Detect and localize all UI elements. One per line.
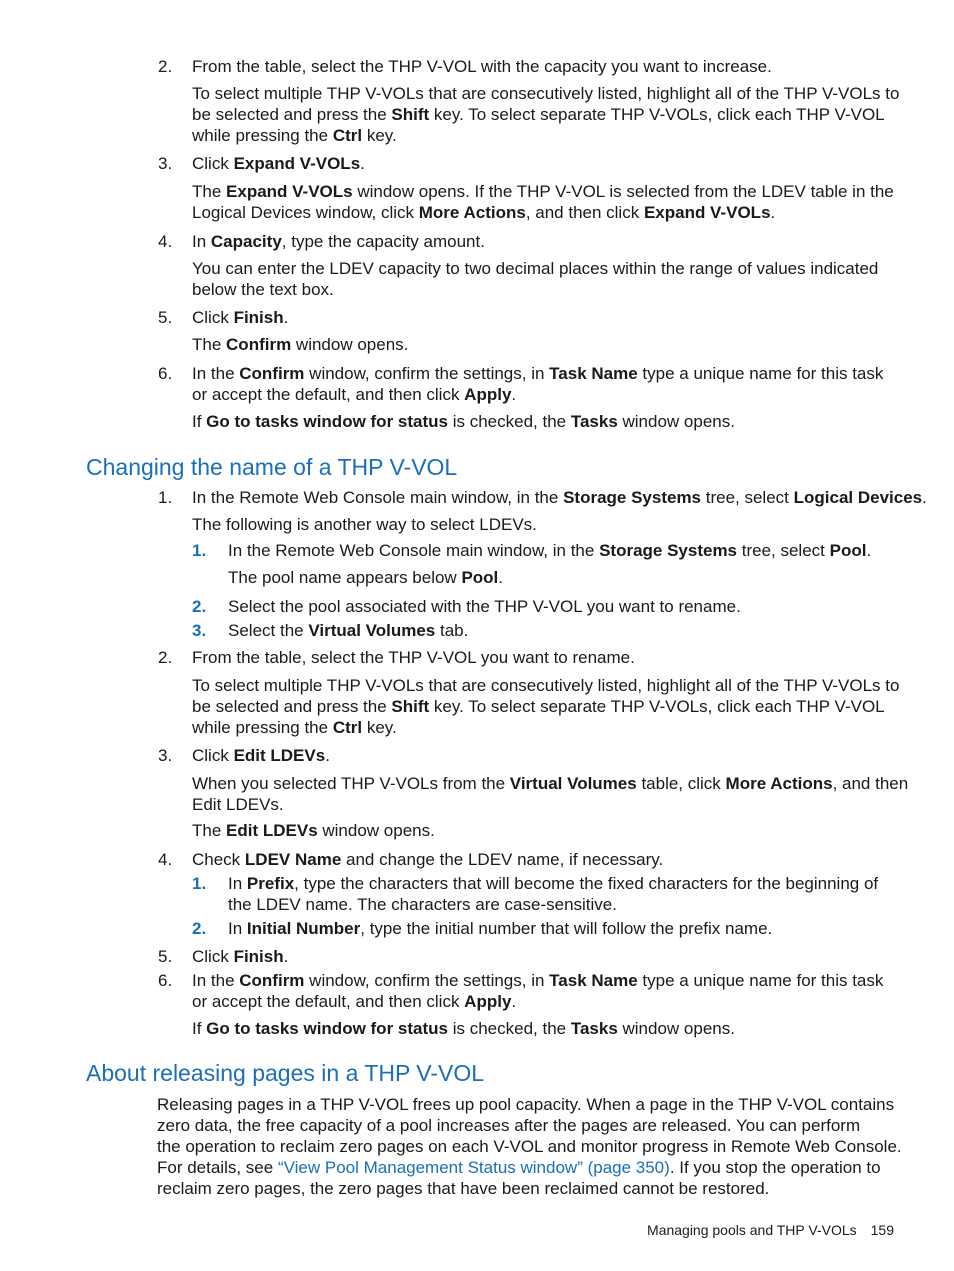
paragraph-line: The pool name appears below Pool. (228, 568, 504, 587)
step-text: Click Finish. (192, 308, 289, 327)
paragraph-line: the operation to reclaim zero pages on each V-VOL and monitor progress in Remote Web Console. (157, 1137, 902, 1156)
step-number: 6. (158, 971, 173, 990)
step-number: 2. (158, 57, 173, 76)
paragraph-line: To select multiple THP V-VOLs that are consecutively listed, highlight all of the THP V-VOLs to (192, 676, 900, 695)
paragraph-line: When you selected THP V-VOLs from the Virtual Volumes table, click More Actions, and then (192, 774, 909, 793)
substep-text: the LDEV name. The characters are case-sensitive. (228, 895, 617, 914)
step-number: 3. (158, 746, 173, 765)
footer-title: Managing pools and THP V-VOLs (647, 1222, 857, 1238)
paragraph-line: zero data, the free capacity of a pool increases after the pages are released. You can perform (157, 1116, 861, 1135)
paragraph-line: The Edit LDEVs window opens. (192, 821, 435, 840)
step-number: 4. (158, 232, 173, 251)
step-text: In the Confirm window, confirm the settings, in Task Name type a unique name for this task (192, 364, 884, 383)
step-text: Click Expand V-VOLs. (192, 154, 365, 173)
step-text: In the Confirm window, confirm the settings, in Task Name type a unique name for this task (192, 971, 884, 990)
substep-text: Select the pool associated with the THP V-VOL you want to rename. (228, 597, 741, 616)
paragraph-line: while pressing the Ctrl key. (192, 718, 397, 737)
substep-text: In Initial Number, type the initial number that will follow the prefix name. (228, 919, 773, 938)
page-footer (647, 1222, 894, 1238)
step-number: 5. (158, 308, 173, 327)
step-number: 3. (158, 154, 173, 173)
paragraph-line: Logical Devices window, click More Actions, and then click Expand V-VOLs. (192, 203, 776, 222)
step-text: Click Edit LDEVs. (192, 746, 330, 765)
step-number: 6. (158, 364, 173, 383)
step-text: In Capacity, type the capacity amount. (192, 232, 485, 251)
cross-reference-link[interactable]: “View Pool Management Status window” (page 350) (277, 1158, 670, 1177)
step-text: or accept the default, and then click Apply. (192, 992, 517, 1011)
paragraph-line: You can enter the LDEV capacity to two decimal places within the range of values indicated (192, 259, 879, 278)
substep-number: 1. (192, 874, 207, 893)
paragraph-line: be selected and press the Shift key. To select separate THP V-VOLs, click each THP V-VOL (192, 105, 885, 124)
paragraph-line: Releasing pages in a THP V-VOL frees up pool capacity. When a page in the THP V-VOL contains (157, 1095, 895, 1114)
paragraph-line: below the text box. (192, 280, 334, 299)
paragraph-line: Edit LDEVs. (192, 795, 284, 814)
page-number: 159 (870, 1222, 894, 1238)
substep-number: 3. (192, 621, 207, 640)
section-heading: Changing the name of a THP V-VOL (86, 454, 458, 480)
paragraph-line: To select multiple THP V-VOLs that are consecutively listed, highlight all of the THP V-VOLs to (192, 84, 900, 103)
section-heading: About releasing pages in a THP V-VOL (86, 1060, 485, 1086)
paragraph-line: If Go to tasks window for status is checked, the Tasks window opens. (192, 1019, 735, 1038)
paragraph-line: be selected and press the Shift key. To select separate THP V-VOLs, click each THP V-VOL (192, 697, 885, 716)
paragraph-line: reclaim zero pages, the zero pages that have been reclaimed cannot be restored. (157, 1179, 770, 1198)
step-number: 1. (158, 488, 173, 507)
step-text: From the table, select the THP V-VOL you want to rename. (192, 648, 635, 667)
paragraph-line: while pressing the Ctrl key. (192, 126, 397, 145)
paragraph-line: If Go to tasks window for status is checked, the Tasks window opens. (192, 412, 735, 431)
substep-number: 2. (192, 597, 207, 616)
step-text: Click Finish. (192, 947, 289, 966)
substep-text: Select the Virtual Volumes tab. (228, 621, 469, 640)
step-text: In the Remote Web Console main window, in the Storage Systems tree, select Logical Devices. (192, 488, 927, 507)
substep-text: In the Remote Web Console main window, in the Storage Systems tree, select Pool. (228, 541, 872, 560)
step-text: Check LDEV Name and change the LDEV name, if necessary. (192, 850, 664, 869)
step-text: or accept the default, and then click Apply. (192, 385, 517, 404)
substep-number: 2. (192, 919, 207, 938)
substep-number: 1. (192, 541, 207, 560)
paragraph-line: The Expand V-VOLs window opens. If the THP V-VOL is selected from the LDEV table in the (192, 182, 894, 201)
step-number: 2. (158, 648, 173, 667)
paragraph-line: The Confirm window opens. (192, 335, 409, 354)
step-number: 5. (158, 947, 173, 966)
paragraph-line: For details, see “View Pool Management Status window” (page 350). If you stop the operation to (157, 1158, 881, 1177)
substep-text: In Prefix, type the characters that will become the fixed characters for the beginning of (228, 874, 879, 893)
step-text: From the table, select the THP V-VOL with the capacity you want to increase. (192, 57, 772, 76)
paragraph-line: The following is another way to select LDEVs. (192, 515, 537, 534)
step-number: 4. (158, 850, 173, 869)
